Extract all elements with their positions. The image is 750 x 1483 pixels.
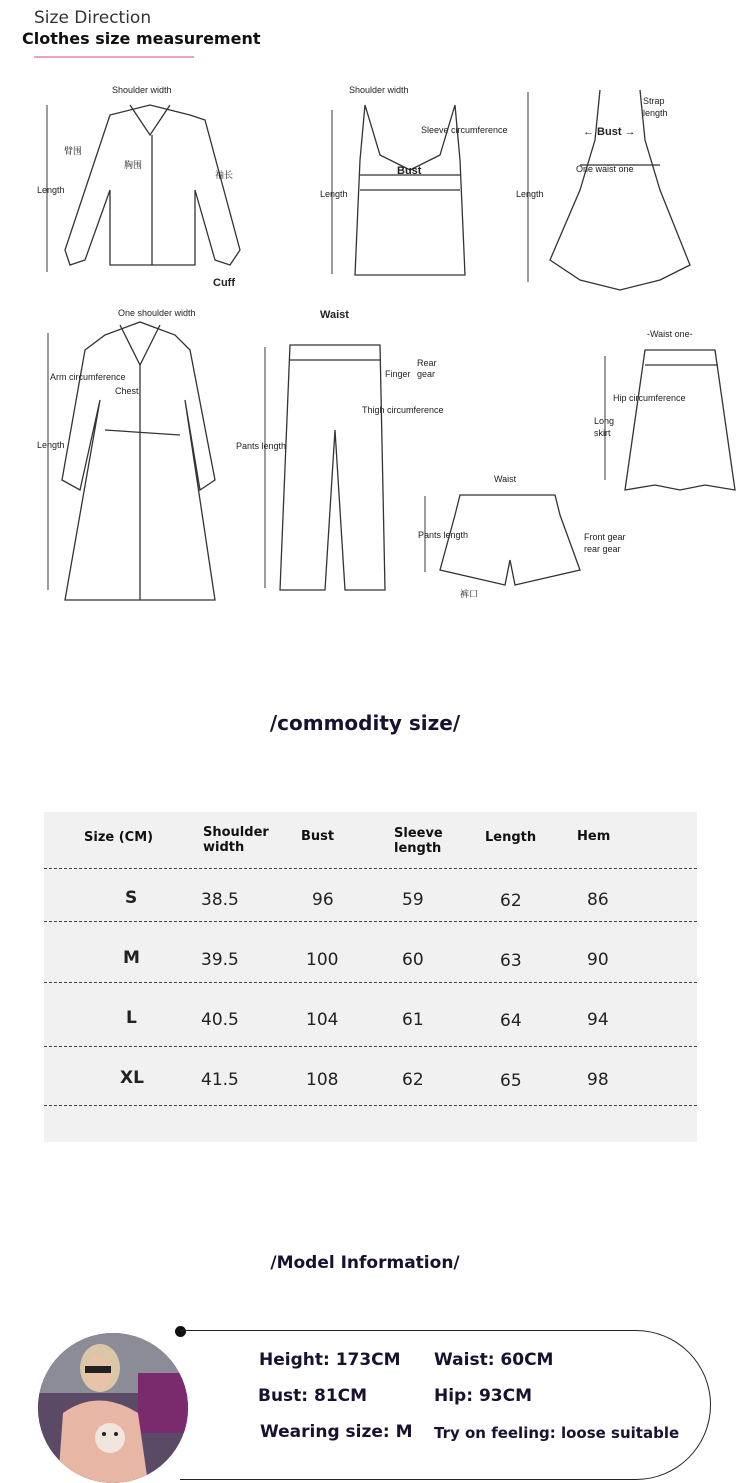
cell-length: 63 [500, 951, 522, 971]
cell-sleeve: 59 [402, 890, 424, 910]
cell-bust: 100 [306, 950, 339, 970]
th-size: Size (CM) [84, 830, 154, 845]
cell-shoulder: 41.5 [201, 1070, 239, 1090]
table-header [44, 812, 697, 868]
cell-sleeve: 62 [402, 1070, 424, 1090]
cell-size: L [126, 1008, 137, 1028]
svg-text:胸围: 胸围 [124, 160, 143, 170]
table-bottom-line [44, 1105, 697, 1106]
svg-text:臂围: 臂围 [64, 146, 83, 156]
svg-text:Shoulder width: Shoulder width [349, 85, 409, 95]
svg-text:Arm circumference: Arm circumference [50, 372, 126, 382]
svg-text:Length: Length [37, 185, 65, 195]
cell-hem: 98 [587, 1070, 609, 1090]
cell-length: 65 [500, 1071, 522, 1091]
cell-shoulder: 39.5 [201, 950, 239, 970]
cell-sleeve: 61 [402, 1010, 424, 1030]
cell-hem: 86 [587, 890, 609, 910]
svg-text:skirt: skirt [594, 428, 611, 438]
cell-hem: 94 [587, 1010, 609, 1030]
svg-text:Rear: Rear [417, 358, 437, 368]
header-underline [34, 56, 194, 58]
svg-text:裤口: 裤口 [460, 589, 479, 599]
cell-bust: 96 [312, 890, 334, 910]
svg-text:Length: Length [516, 189, 544, 199]
model-height: Height: 173CM [259, 1350, 401, 1370]
table-row [44, 982, 697, 1043]
cell-size: M [123, 948, 140, 968]
cell-length: 64 [500, 1011, 522, 1031]
th-length: Length [485, 830, 537, 845]
svg-text:Length: Length [320, 189, 348, 199]
th-shoulder: Shoulder width [203, 825, 269, 855]
cell-hem: 90 [587, 950, 609, 970]
svg-text:Front gear: Front gear [584, 532, 626, 542]
commodity-size-title: /commodity size/ [269, 711, 461, 735]
svg-text:Strap: Strap [643, 96, 665, 106]
svg-text:Waist: Waist [494, 474, 517, 484]
svg-text:Bust: Bust [397, 165, 422, 177]
table-row [44, 868, 697, 929]
size-measurement-subtitle: Clothes size measurement [22, 29, 261, 48]
svg-text:Shoulder width: Shoulder width [112, 85, 172, 95]
th-hem: Hem [577, 829, 611, 844]
measurement-diagram [0, 60, 750, 620]
svg-text:Finger: Finger [385, 369, 411, 379]
table-row [44, 1046, 697, 1107]
svg-text:length: length [643, 108, 668, 118]
svg-text:Sleeve circumference: Sleeve circumference [421, 125, 508, 135]
model-bust: Bust: 81CM [258, 1386, 368, 1406]
th-sleeve: Sleeve length [394, 826, 443, 856]
svg-text:Hip circumference: Hip circumference [613, 393, 686, 403]
svg-text:Thigh circumference: Thigh circumference [362, 405, 444, 415]
cell-shoulder: 38.5 [201, 890, 239, 910]
svg-text:gear: gear [417, 369, 436, 379]
model-photo [38, 1333, 188, 1483]
svg-text:← Bust →: ← Bust → [583, 126, 636, 138]
svg-text:rear gear: rear gear [584, 544, 621, 554]
cell-size: S [125, 888, 138, 908]
cell-bust: 104 [306, 1010, 339, 1030]
svg-text:Long: Long [594, 416, 615, 426]
table-row [44, 921, 697, 982]
model-size: Wearing size: M [260, 1422, 413, 1442]
svg-text:One waist one: One waist one [576, 164, 634, 174]
cell-shoulder: 40.5 [201, 1010, 239, 1030]
size-table [44, 812, 697, 1142]
model-waist: Waist: 60CM [434, 1350, 554, 1370]
cell-length: 62 [500, 891, 522, 911]
cell-size: XL [120, 1068, 144, 1088]
svg-text:Length: Length [37, 440, 65, 450]
cell-sleeve: 60 [402, 950, 424, 970]
svg-text:-Waist one-: -Waist one- [647, 329, 693, 339]
svg-text:Chest: Chest [115, 386, 139, 396]
th-bust: Bust [301, 829, 335, 844]
model-info-title: /Model Information/ [270, 1253, 460, 1273]
size-direction-title: Size Direction [34, 8, 152, 28]
svg-text:袖长: 袖长 [215, 170, 234, 180]
svg-text:Pants length: Pants length [418, 530, 469, 540]
svg-text:Waist: Waist [320, 309, 349, 321]
cell-bust: 108 [306, 1070, 339, 1090]
model-feeling: Try on feeling: loose suitable [434, 1424, 680, 1442]
model-hip: Hip: 93CM [434, 1386, 532, 1406]
svg-text:Pants length: Pants length [236, 441, 287, 451]
svg-text:Cuff: Cuff [213, 277, 235, 289]
svg-text:One shoulder width: One shoulder width [118, 308, 196, 318]
